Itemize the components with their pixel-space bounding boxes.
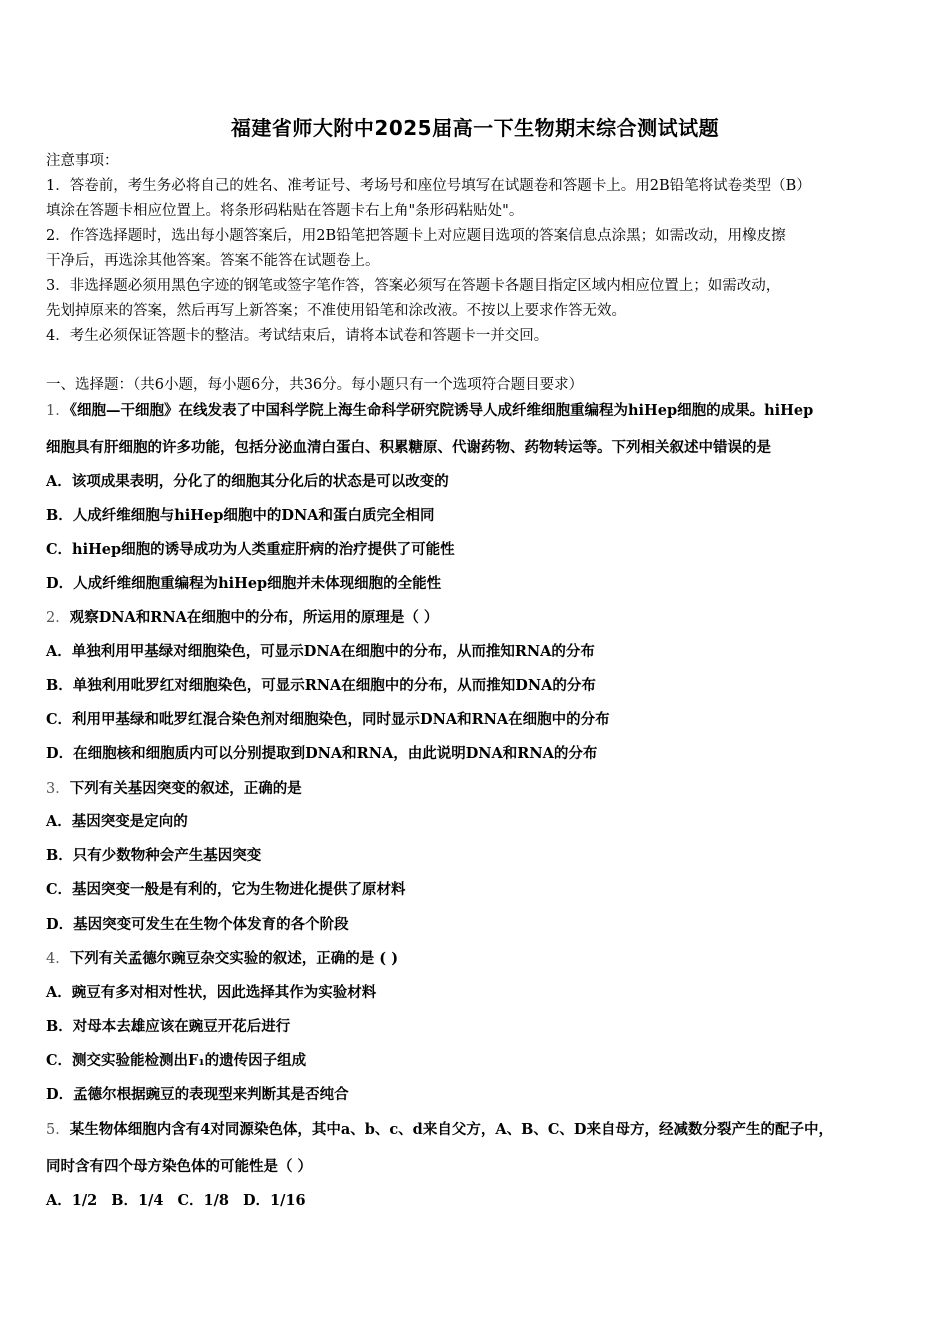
question-3-option-d: D．基因突变可发生在生物个体发育的各个阶段 xyxy=(46,916,349,933)
question-4-option-a: A．豌豆有多对相对性状，因此选择其作为实验材料 xyxy=(46,984,377,1001)
notice-line: 2．作答选择题时，选出每小题答案后，用2B铅笔把答题卡上对应题目选项的答案信息点涂黑；如需改动，用橡皮擦 xyxy=(46,228,786,244)
question-3-option-b: B．只有少数物种会产生基因突变 xyxy=(46,847,262,864)
question-4-option-b: B．对母本去雄应该在豌豆开花后进行 xyxy=(46,1018,291,1035)
question-5-option-b: B．1/4 xyxy=(111,1192,164,1209)
question-2-stem: 2．观察DNA和RNA在细胞中的分布，所运用的原理是（ ） xyxy=(46,609,439,626)
question-1-stem-cont: 细胞具有肝细胞的许多功能，包括分泌血清白蛋白、积累糖原、代谢药物、药物转运等。下列相关叙述中错误的是 xyxy=(46,439,771,456)
exam-title: 福建省师大附中2025届高一下生物期末综合测试试题 xyxy=(230,116,720,140)
question-2-option-b: B．单独利用吡罗红对细胞染色，可显示RNA在细胞中的分布，从而推知DNA的分布 xyxy=(46,677,596,694)
question-2-option-a: A．单独利用甲基绿对细胞染色，可显示DNA在细胞中的分布，从而推知RNA的分布 xyxy=(46,643,595,660)
question-5-option-a: A．1/2 xyxy=(46,1192,98,1209)
question-1-option-a: A．该项成果表明，分化了的细胞其分化后的状态是可以改变的 xyxy=(46,473,449,490)
question-4-option-c: C．测交实验能检测出F₁的遗传因子组成 xyxy=(46,1052,307,1069)
question-number: 5． xyxy=(46,1122,70,1138)
section-heading: 一、选择题：（共6小题，每小题6分，共36分。每小题只有一个选项符合题目要求） xyxy=(46,377,584,393)
question-1-option-b: B．人成纤维细胞与hiHep细胞中的DNA和蛋白质完全相同 xyxy=(46,507,435,524)
notice-line: 填涂在答题卡相应位置上。将条形码粘贴在答题卡右上角"条形码粘贴处"。 xyxy=(46,203,524,219)
notice-line: 4．考生必须保证答题卡的整洁。考试结束后，请将本试卷和答题卡一并交回。 xyxy=(46,328,549,344)
question-5-stem: 5．某生物体细胞内含有4对同源染色体，其中a、b、c、d来自父方，A、B、C、D来自母方，经减数分裂产生的配子中， xyxy=(46,1121,833,1138)
question-1-option-d: D．人成纤维细胞重编程为hiHep细胞并未体现细胞的全能性 xyxy=(46,575,442,592)
question-number: 3． xyxy=(46,781,70,797)
question-5-option-d: D．1/16 xyxy=(242,1192,306,1209)
question-5-option-c: C．1/8 xyxy=(177,1192,229,1209)
question-3-option-a: A．基因突变是定向的 xyxy=(46,813,188,830)
notice-line: 先划掉原来的答案，然后再写上新答案；不准使用铅笔和涂改液。不按以上要求作答无效。 xyxy=(46,303,626,319)
question-4-option-d: D．孟德尔根据豌豆的表现型来判断其是否纯合 xyxy=(46,1086,349,1103)
question-number: 2． xyxy=(46,610,70,626)
question-number: 4． xyxy=(46,951,70,967)
question-3-option-c: C．基因突变一般是有利的，它为生物进化提供了原材料 xyxy=(46,881,406,898)
notice-line: 1．答卷前，考生务必将自己的姓名、准考证号、考场号和座位号填写在试题卷和答题卡上。用2B铅笔将试卷类型（B） xyxy=(46,178,811,194)
question-2-option-c: C．利用甲基绿和吡罗红混合染色剂对细胞染色，同时显示DNA和RNA在细胞中的分布 xyxy=(46,711,610,728)
question-5-options xyxy=(46,1191,320,1211)
question-2-option-d: D．在细胞核和细胞质内可以分别提取到DNA和RNA，由此说明DNA和RNA的分布 xyxy=(46,745,598,762)
notice-line: 3．非选择题必须用黑色字迹的钢笔或签字笔作答，答案必须写在答题卡各题目指定区域内相应位置上；如需改动， xyxy=(46,278,781,294)
question-5-stem-cont: 同时含有四个母方染色体的可能性是（ ） xyxy=(46,1158,313,1175)
question-1-option-c: C．hiHep细胞的诱导成功为人类重症肝病的治疗提供了可能性 xyxy=(46,541,455,558)
question-4-stem: 4．下列有关孟德尔豌豆杂交实验的叙述，正确的是 ( ) xyxy=(46,950,399,967)
question-1-stem: 1．《细胞—干细胞》在线发表了中国科学院上海生命科学研究院诱导人成纤维细胞重编程为hiHep细胞的成果。hiHep xyxy=(46,402,814,419)
question-number: 1． xyxy=(46,403,70,419)
question-3-stem: 3．下列有关基因突变的叙述，正确的是 xyxy=(46,780,302,797)
notice-line: 干净后，再选涂其他答案。答案不能答在试题卷上。 xyxy=(46,253,380,269)
notice-heading: 注意事项： xyxy=(46,153,119,169)
